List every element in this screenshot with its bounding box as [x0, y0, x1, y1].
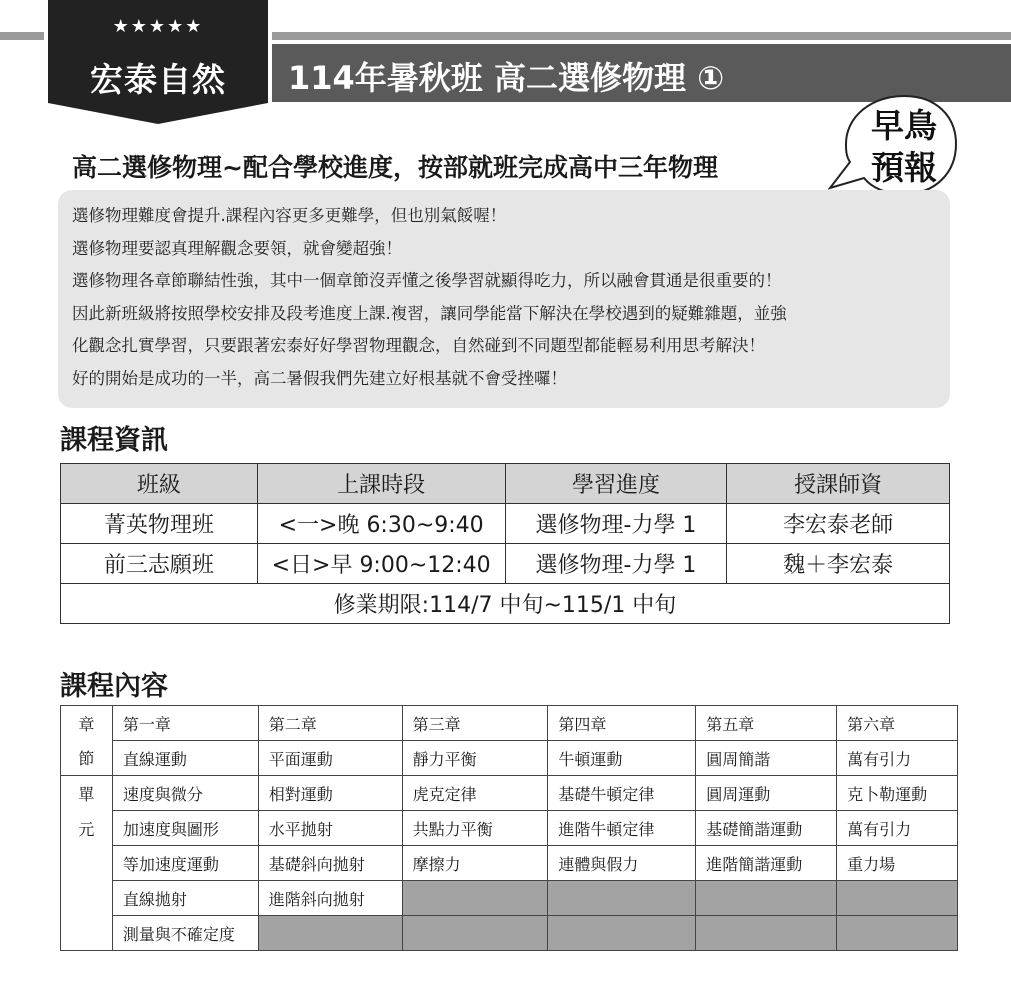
cell-progress: 選修物理-力學 1 [505, 544, 727, 584]
row-label: 元 [61, 811, 113, 846]
course-info-table [60, 463, 950, 624]
intro-line: 選修物理要認真理解觀念要領，就會變超強！ [72, 238, 402, 258]
brand-logo [44, 0, 272, 130]
topic-row [61, 741, 958, 776]
unit-cell: 克卜勒運動 [837, 776, 958, 811]
badge-line-2: 預報 [871, 148, 937, 187]
table-row [61, 504, 950, 544]
row-label: 章 [61, 706, 113, 741]
table-header-row [61, 464, 950, 504]
empty-cell [548, 916, 696, 951]
unit-cell: 直線拋射 [112, 881, 258, 916]
unit-cell: 共點力平衡 [402, 811, 548, 846]
intro-line: 化觀念扎實學習，只要跟著宏泰好好學習物理觀念，自然碰到不同題型都能輕易利用思考解決！ [72, 336, 765, 355]
topic-cell: 萬有引力 [837, 741, 958, 776]
cell-teacher: 李宏泰老師 [727, 504, 950, 544]
unit-cell: 相對運動 [258, 776, 402, 811]
unit-cell: 基礎牛頓定律 [548, 776, 696, 811]
unit-cell: 進階簡諧運動 [696, 846, 837, 881]
course-content-heading: 課程內容 [60, 671, 168, 702]
unit-cell: 基礎簡諧運動 [696, 811, 837, 846]
unit-row [61, 776, 958, 811]
unit-cell: 萬有引力 [837, 811, 958, 846]
unit-row [61, 916, 958, 951]
row-label: 單 [61, 776, 113, 811]
chapter-row [61, 706, 958, 741]
unit-row [61, 811, 958, 846]
unit-cell: 摩擦力 [402, 846, 548, 881]
row-label: 節 [61, 741, 113, 776]
topic-cell: 牛頓運動 [548, 741, 696, 776]
table-row [61, 544, 950, 584]
unit-cell: 測量與不確定度 [112, 916, 258, 951]
header-class: 班級 [61, 464, 258, 504]
unit-cell: 進階牛頓定律 [548, 811, 696, 846]
cell-progress: 選修物理-力學 1 [505, 504, 727, 544]
unit-cell: 連體與假力 [548, 846, 696, 881]
chapter-cell: 第一章 [112, 706, 258, 741]
intro-line: 選修物理各章節聯結性強，其中一個章節沒弄懂之後學習就顯得吃力，所以融會貫通是很重要的！ [72, 271, 782, 290]
unit-cell: 圓周運動 [696, 776, 837, 811]
course-period: 修業期限:114/7 中旬~115/1 中旬 [61, 584, 950, 624]
empty-cell [696, 916, 837, 951]
subtitle: 高二選修物理~配合學校進度，按部就班完成高中三年物理 [72, 153, 718, 182]
empty-cell [402, 916, 548, 951]
cell-time: <日>早 9:00~12:40 [257, 544, 505, 584]
cell-teacher: 魏＋李宏泰 [727, 544, 950, 584]
unit-cell: 加速度與圖形 [112, 811, 258, 846]
unit-cell: 基礎斜向拋射 [258, 846, 402, 881]
unit-row [61, 846, 958, 881]
page-title: 114年暑秋班 高二選修物理 ① [288, 59, 725, 97]
course-info-heading: 課程資訊 [60, 425, 168, 456]
unit-cell: 等加速度運動 [112, 846, 258, 881]
empty-cell [837, 881, 958, 916]
early-bird-badge [828, 92, 960, 202]
header-time: 上課時段 [257, 464, 505, 504]
unit-cell: 重力場 [837, 846, 958, 881]
header-teacher: 授課師資 [727, 464, 950, 504]
empty-cell [837, 916, 958, 951]
chapter-cell: 第五章 [696, 706, 837, 741]
intro-line: 因此新班級將按照學校安排及段考進度上課.複習，讓同學能當下解決在學校遇到的疑難雜題，並強 [72, 303, 787, 323]
cell-class: 菁英物理班 [61, 504, 258, 544]
unit-cell: 水平拋射 [258, 811, 402, 846]
empty-cell [258, 916, 402, 951]
empty-cell [548, 881, 696, 916]
intro-line: 選修物理難度會提升.課程內容更多更難學，但也別氣餒喔！ [72, 206, 507, 225]
header-progress: 學習進度 [505, 464, 727, 504]
unit-row [61, 881, 958, 916]
cell-time: <一>晚 6:30~9:40 [257, 504, 505, 544]
topic-cell: 靜力平衡 [402, 741, 548, 776]
row-label-empty [61, 846, 113, 881]
intro-line: 好的開始是成功的一半，高二暑假我們先建立好根基就不會受挫囉！ [72, 368, 567, 388]
table-row [61, 584, 950, 624]
topic-cell: 平面運動 [258, 741, 402, 776]
chapter-cell: 第二章 [258, 706, 402, 741]
badge-line-1: 早鳥 [871, 106, 937, 145]
empty-cell [696, 881, 837, 916]
unit-cell: 速度與微分 [112, 776, 258, 811]
intro-box [58, 190, 950, 408]
row-label-empty [61, 881, 113, 916]
brand-name: 宏泰自然 [90, 60, 226, 99]
course-content-table [60, 705, 958, 951]
cell-class: 前三志願班 [61, 544, 258, 584]
chapter-cell: 第六章 [837, 706, 958, 741]
row-label-empty [61, 916, 113, 951]
chapter-cell: 第四章 [548, 706, 696, 741]
unit-cell: 進階斜向拋射 [258, 881, 402, 916]
topic-cell: 直線運動 [112, 741, 258, 776]
empty-cell [402, 881, 548, 916]
topic-cell: 圓周簡諧 [696, 741, 837, 776]
unit-cell: 虎克定律 [402, 776, 548, 811]
chapter-cell: 第三章 [402, 706, 548, 741]
logo-stars: ★★★★★ [112, 16, 204, 37]
